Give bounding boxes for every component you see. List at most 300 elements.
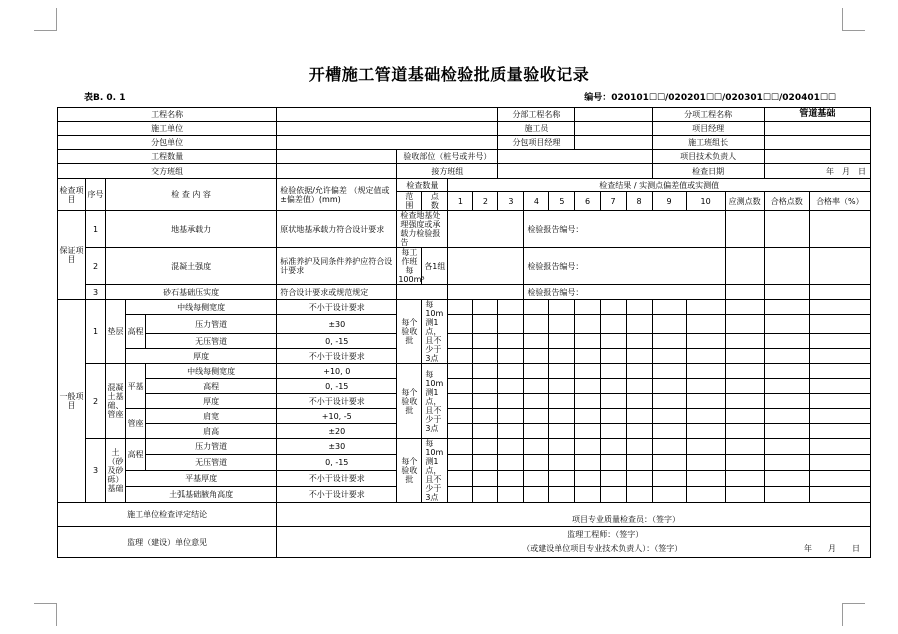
- col-basis: 检验依据/允许偏差 （规定值或±偏差值）(mm): [277, 179, 397, 211]
- result-cell[interactable]: [626, 424, 652, 439]
- sub-project-value[interactable]: [575, 108, 652, 122]
- result-cell[interactable]: [498, 471, 524, 487]
- result-cell[interactable]: [809, 315, 870, 334]
- result-cell[interactable]: [809, 211, 870, 248]
- result-cell[interactable]: [626, 364, 652, 379]
- result-cell[interactable]: [473, 487, 498, 503]
- result-cell[interactable]: [809, 424, 870, 439]
- g3-seq: 3: [86, 439, 106, 503]
- result-cell[interactable]: [764, 211, 809, 248]
- result-cell[interactable]: [809, 364, 870, 379]
- item-name-value: 管道基础: [764, 108, 870, 122]
- col-pass: 合格点数: [764, 192, 809, 211]
- result-cell[interactable]: [549, 424, 575, 439]
- result-cell[interactable]: [725, 439, 764, 455]
- result-cell[interactable]: [524, 409, 549, 424]
- result-cell[interactable]: [524, 379, 549, 394]
- result-cell[interactable]: [575, 487, 600, 503]
- result-cell[interactable]: [809, 471, 870, 487]
- result-cell[interactable]: [725, 248, 764, 285]
- result-cell[interactable]: [549, 379, 575, 394]
- g2-thick-val: 不小于设计要求: [277, 394, 397, 409]
- result-cell[interactable]: [725, 409, 764, 424]
- g3-arc: 土弧基础腋角高度: [126, 487, 277, 503]
- result-cell[interactable]: [652, 364, 686, 379]
- receiver-team-value[interactable]: [498, 164, 652, 179]
- result-cell[interactable]: [524, 364, 549, 379]
- tech-lead-label: 项目技术负责人: [652, 150, 764, 164]
- result-cell[interactable]: [600, 300, 626, 315]
- result-cell[interactable]: [498, 379, 524, 394]
- g2-elev: 高程: [146, 379, 277, 394]
- result-cell[interactable]: [764, 285, 809, 300]
- main-seq: 3: [86, 285, 106, 300]
- g2-thick: 厚度: [146, 394, 277, 409]
- result-cell[interactable]: [764, 349, 809, 364]
- result-cell[interactable]: [448, 315, 473, 334]
- result-cell[interactable]: [524, 394, 549, 409]
- project-name-label: 工程名称: [58, 108, 277, 122]
- main-content: 砂石基础压实度: [106, 285, 277, 300]
- result-cell[interactable]: [686, 315, 725, 334]
- result-cell[interactable]: [626, 379, 652, 394]
- result-cell[interactable]: [600, 364, 626, 379]
- result-cell[interactable]: [575, 315, 600, 334]
- g2-seat: 管座: [126, 409, 146, 439]
- main-seq: 2: [86, 248, 106, 285]
- result-cell[interactable]: [652, 379, 686, 394]
- col-seq: 序号: [86, 179, 106, 211]
- handover-team-value[interactable]: [277, 164, 397, 179]
- result-cell[interactable]: [473, 424, 498, 439]
- col-num-6: 6: [575, 192, 600, 211]
- general-items-label: 一般项目: [58, 300, 86, 503]
- g1-scope: 每个验收批: [397, 300, 422, 364]
- result-cell[interactable]: [473, 300, 498, 315]
- g1-elev: 高程: [126, 315, 146, 349]
- result-cell[interactable]: [809, 409, 870, 424]
- result-cell[interactable]: [473, 364, 498, 379]
- result-cell[interactable]: [397, 285, 448, 300]
- result-cell[interactable]: [600, 379, 626, 394]
- g2-scope: 每个验收批: [397, 364, 422, 439]
- g1-center: 中线每侧宽度: [126, 300, 277, 315]
- result-cell[interactable]: [549, 349, 575, 364]
- result-cell[interactable]: [600, 455, 626, 471]
- g2-shoulder-w-val: +10, -5: [277, 409, 397, 424]
- result-cell[interactable]: [524, 315, 549, 334]
- result-cell[interactable]: [809, 439, 870, 455]
- result-cell[interactable]: [473, 439, 498, 455]
- constructor-label: 施工单位: [58, 122, 277, 136]
- table-number: 表B. 0. 1: [84, 93, 126, 103]
- quantity-value[interactable]: [277, 150, 397, 164]
- g3-flat-thick: 平基厚度: [126, 471, 277, 487]
- result-cell[interactable]: [549, 300, 575, 315]
- result-cell[interactable]: [473, 471, 498, 487]
- result-cell[interactable]: [448, 394, 473, 409]
- col-results: 检查结果 / 实测点偏差值或实测值: [448, 179, 871, 192]
- main-basis: 标准养护及同条件养护应符合设计要求: [277, 248, 397, 285]
- col-num-7: 7: [600, 192, 626, 211]
- result-cell[interactable]: [764, 409, 809, 424]
- form-code: 编号：020101☐☐/020201☐☐/020301☐☐/020401☐☐: [584, 93, 836, 103]
- result-cell[interactable]: [498, 334, 524, 349]
- crop-mark-bottom-left: [34, 603, 57, 626]
- result-cell[interactable]: [575, 364, 600, 379]
- result-cell[interactable]: [686, 334, 725, 349]
- result-cell[interactable]: [448, 379, 473, 394]
- result-cell[interactable]: [549, 409, 575, 424]
- col-num-8: 8: [626, 192, 652, 211]
- result-cell[interactable]: [575, 394, 600, 409]
- result-cell[interactable]: [448, 455, 473, 471]
- result-cell[interactable]: [549, 439, 575, 455]
- col-scope: 范 围: [397, 192, 422, 211]
- col-num-9: 9: [652, 192, 686, 211]
- col-num-10: 10: [686, 192, 725, 211]
- result-cell[interactable]: [809, 394, 870, 409]
- result-cell[interactable]: [448, 334, 473, 349]
- team-leader-label: 施工班组长: [652, 136, 764, 150]
- result-cell[interactable]: [549, 471, 575, 487]
- g1-points: 每10m测1点，且不少于3点: [422, 300, 448, 364]
- result-cell[interactable]: [626, 394, 652, 409]
- main-items-label: 保证项目: [58, 211, 86, 300]
- col-num-1: 1: [448, 192, 473, 211]
- result-cell[interactable]: [652, 394, 686, 409]
- result-cell[interactable]: [764, 300, 809, 315]
- result-cell[interactable]: [725, 334, 764, 349]
- result-cell[interactable]: [600, 487, 626, 503]
- main-content: 地基承载力: [106, 211, 277, 248]
- g1-pressure: 压力管道: [146, 315, 277, 334]
- result-cell[interactable]: [524, 487, 549, 503]
- result-cell[interactable]: [626, 439, 652, 455]
- result-cell[interactable]: [725, 379, 764, 394]
- main-basis: 符合设计要求或规范规定: [277, 285, 397, 300]
- result-cell[interactable]: [652, 300, 686, 315]
- result-cell[interactable]: [764, 315, 809, 334]
- result-cell[interactable]: [524, 334, 549, 349]
- result-cell[interactable]: [725, 487, 764, 503]
- result-cell[interactable]: [652, 349, 686, 364]
- result-cell[interactable]: [809, 349, 870, 364]
- result-cell[interactable]: [686, 409, 725, 424]
- result-cell[interactable]: [652, 424, 686, 439]
- result-cell[interactable]: [600, 439, 626, 455]
- result-cell[interactable]: [626, 409, 652, 424]
- project-manager-value[interactable]: [764, 122, 870, 136]
- result-cell[interactable]: [448, 471, 473, 487]
- check-date-value: 年 月 日: [764, 164, 870, 179]
- owner-rep-sign: （或建设单位项目专业技术负责人）：（签字）: [522, 544, 683, 553]
- item-name-label: 分项工程名称: [652, 108, 764, 122]
- g2-elev-val: 0, -15: [277, 379, 397, 394]
- tech-lead-value[interactable]: [764, 150, 870, 164]
- builder-label: 施工员: [498, 122, 575, 136]
- g1-name: 垫层: [106, 300, 126, 364]
- main-points: 各1组: [422, 248, 448, 285]
- g1-center-val: 不小于设计要求: [277, 300, 397, 315]
- constructor-value[interactable]: [277, 122, 498, 136]
- crop-mark-top-left: [34, 8, 57, 31]
- result-cell[interactable]: [448, 285, 524, 300]
- acceptance-table: [57, 107, 871, 558]
- result-cell[interactable]: [448, 487, 473, 503]
- main-qty: 检查地基处理强度或承载力检验报告: [397, 211, 448, 248]
- result-cell[interactable]: [549, 487, 575, 503]
- result-cell[interactable]: [498, 439, 524, 455]
- result-cell[interactable]: [473, 349, 498, 364]
- result-cell[interactable]: [473, 394, 498, 409]
- result-cell[interactable]: [809, 248, 870, 285]
- result-cell[interactable]: [549, 315, 575, 334]
- result-cell[interactable]: [725, 424, 764, 439]
- result-cell[interactable]: [725, 455, 764, 471]
- result-cell[interactable]: [764, 487, 809, 503]
- result-cell[interactable]: [498, 394, 524, 409]
- result-cell[interactable]: [498, 455, 524, 471]
- main-content: 混凝土强度: [106, 248, 277, 285]
- result-cell[interactable]: [652, 409, 686, 424]
- result-cell[interactable]: [448, 409, 473, 424]
- result-cell[interactable]: [809, 487, 870, 503]
- result-cell[interactable]: [686, 364, 725, 379]
- result-cell[interactable]: [652, 439, 686, 455]
- result-cell[interactable]: [725, 349, 764, 364]
- g1-thick-val: 不小于设计要求: [277, 349, 397, 364]
- acceptance-part-label: 验收部位（桩号或井号）: [397, 150, 498, 164]
- result-cell[interactable]: [652, 334, 686, 349]
- result-cell[interactable]: [686, 487, 725, 503]
- result-cell[interactable]: [686, 455, 725, 471]
- main-scope: 每工作班每100m³: [398, 248, 425, 284]
- result-cell[interactable]: [764, 471, 809, 487]
- supervisor-opinion-label: 监理（建设）单位意见: [58, 527, 277, 558]
- handover-team-label: 交方班组: [58, 164, 277, 179]
- result-cell[interactable]: [725, 394, 764, 409]
- col-num-3: 3: [498, 192, 524, 211]
- result-cell[interactable]: [448, 364, 473, 379]
- result-cell[interactable]: [600, 471, 626, 487]
- g3-points: 每10m测1点，且不少于3点: [422, 439, 448, 503]
- sign-date: 年 月 日: [804, 544, 860, 553]
- acceptance-part-value[interactable]: [498, 150, 652, 164]
- result-cell[interactable]: [549, 364, 575, 379]
- result-cell[interactable]: [626, 471, 652, 487]
- g3-nonpressure-val: 0, -15: [277, 455, 397, 471]
- g2-points: 每10m测1点，且不少于3点: [422, 364, 448, 439]
- main-seq: 1: [86, 211, 106, 248]
- project-manager-label: 项目经理: [652, 122, 764, 136]
- result-cell[interactable]: [725, 285, 764, 300]
- result-cell[interactable]: [764, 248, 809, 285]
- g1-thick: 厚度: [126, 349, 277, 364]
- result-cell[interactable]: [626, 349, 652, 364]
- result-cell[interactable]: [498, 487, 524, 503]
- g1-seq: 1: [86, 300, 106, 364]
- g2-center-val: +10, 0: [277, 364, 397, 379]
- col-check-qty: 检查数量: [397, 179, 448, 192]
- constructor-conclusion-label: 施工单位检查评定结论: [58, 503, 277, 527]
- result-cell[interactable]: [725, 364, 764, 379]
- result-cell[interactable]: [725, 471, 764, 487]
- result-cell[interactable]: [764, 455, 809, 471]
- g2-shoulder-h: 肩高: [146, 424, 277, 439]
- col-rate: 合格率（%）: [809, 192, 870, 211]
- result-cell[interactable]: [686, 439, 725, 455]
- col-content: 检 查 内 容: [106, 179, 277, 211]
- sub-pm-value[interactable]: [575, 136, 652, 150]
- g1-nonpressure-val: 0, -15: [277, 334, 397, 349]
- result-cell[interactable]: [448, 211, 524, 248]
- result-cell[interactable]: [524, 439, 549, 455]
- result-cell[interactable]: [498, 424, 524, 439]
- qc-sign: 项目专业质量检查员：（签字）: [277, 503, 871, 527]
- result-cell[interactable]: [549, 455, 575, 471]
- subcontractor-value[interactable]: [277, 136, 498, 150]
- g3-scope: 每个验收批: [397, 439, 422, 503]
- result-cell[interactable]: [626, 315, 652, 334]
- result-cell[interactable]: [498, 349, 524, 364]
- col-item-cat: 检查项目: [58, 179, 86, 211]
- report-number: 检验报告编号：: [524, 285, 725, 300]
- result-cell[interactable]: [575, 471, 600, 487]
- result-cell[interactable]: [809, 379, 870, 394]
- g2-name: 混凝土基础、管座: [106, 364, 126, 439]
- g2-center: 中线每侧宽度: [146, 364, 277, 379]
- project-name-value[interactable]: [277, 108, 498, 122]
- result-cell[interactable]: [686, 349, 725, 364]
- supervisor-sign-block: [277, 527, 871, 558]
- result-cell[interactable]: [725, 211, 764, 248]
- result-cell[interactable]: [575, 379, 600, 394]
- result-cell[interactable]: [600, 349, 626, 364]
- result-cell[interactable]: [575, 300, 600, 315]
- g3-nonpressure: 无压管道: [146, 455, 277, 471]
- builder-value[interactable]: [575, 122, 652, 136]
- result-cell[interactable]: [600, 334, 626, 349]
- col-num-5: 5: [549, 192, 575, 211]
- result-cell[interactable]: [524, 349, 549, 364]
- result-cell[interactable]: [686, 471, 725, 487]
- col-should: 应测点数: [725, 192, 764, 211]
- result-cell[interactable]: [686, 394, 725, 409]
- g1-pressure-val: ±30: [277, 315, 397, 334]
- result-cell[interactable]: [809, 285, 870, 300]
- result-cell[interactable]: [473, 455, 498, 471]
- quantity-label: 工程数量: [58, 150, 277, 164]
- g3-flat-thick-val: 不小于设计要求: [277, 471, 397, 487]
- result-cell[interactable]: [652, 455, 686, 471]
- result-cell[interactable]: [473, 379, 498, 394]
- receiver-team-label: 接方班组: [397, 164, 498, 179]
- result-cell[interactable]: [498, 315, 524, 334]
- g2-seq: 2: [86, 364, 106, 439]
- sub-project-label: 分部工程名称: [498, 108, 575, 122]
- result-cell[interactable]: [626, 334, 652, 349]
- result-cell[interactable]: [600, 409, 626, 424]
- report-number: 检验报告编号：: [524, 248, 725, 285]
- result-cell[interactable]: [764, 439, 809, 455]
- result-cell[interactable]: [809, 300, 870, 315]
- result-cell[interactable]: [524, 455, 549, 471]
- result-cell[interactable]: [575, 349, 600, 364]
- result-cell[interactable]: [764, 364, 809, 379]
- engineer-sign: 监理工程师：（签字）: [567, 530, 644, 539]
- result-cell[interactable]: [524, 471, 549, 487]
- team-leader-value[interactable]: [764, 136, 870, 150]
- g3-elev: 高程: [126, 439, 146, 471]
- result-cell[interactable]: [498, 300, 524, 315]
- result-cell[interactable]: [498, 409, 524, 424]
- g3-name: 土（砂及砂砾）基础: [106, 439, 126, 503]
- g3-pressure: 压力管道: [146, 439, 277, 455]
- result-cell[interactable]: [575, 424, 600, 439]
- result-cell[interactable]: [764, 424, 809, 439]
- result-cell[interactable]: [626, 487, 652, 503]
- result-cell[interactable]: [448, 439, 473, 455]
- result-cell[interactable]: [626, 300, 652, 315]
- result-cell[interactable]: [626, 455, 652, 471]
- sub-pm-label: 分包项目经理: [498, 136, 575, 150]
- result-cell[interactable]: [448, 300, 473, 315]
- result-cell[interactable]: [448, 424, 473, 439]
- result-cell[interactable]: [764, 334, 809, 349]
- result-cell[interactable]: [686, 424, 725, 439]
- page-title: 开槽施工管道基础检验批质量验收记录: [308, 65, 590, 84]
- result-cell[interactable]: [575, 409, 600, 424]
- result-cell[interactable]: [809, 455, 870, 471]
- result-cell[interactable]: [448, 349, 473, 364]
- result-cell[interactable]: [764, 394, 809, 409]
- g3-pressure-val: ±30: [277, 439, 397, 455]
- result-cell[interactable]: [575, 439, 600, 455]
- subcontractor-label: 分包单位: [58, 136, 277, 150]
- result-cell[interactable]: [524, 300, 549, 315]
- result-cell[interactable]: [686, 379, 725, 394]
- result-cell[interactable]: [473, 409, 498, 424]
- col-num-4: 4: [524, 192, 549, 211]
- result-cell[interactable]: [575, 455, 600, 471]
- result-cell[interactable]: [600, 394, 626, 409]
- result-cell[interactable]: [600, 424, 626, 439]
- result-cell[interactable]: [809, 334, 870, 349]
- result-cell[interactable]: [448, 248, 524, 285]
- result-cell[interactable]: [473, 315, 498, 334]
- result-cell[interactable]: [575, 334, 600, 349]
- result-cell[interactable]: [725, 300, 764, 315]
- report-number: 检验报告编号：: [524, 211, 725, 248]
- result-cell[interactable]: [652, 315, 686, 334]
- g3-arc-val: 不小于设计要求: [277, 487, 397, 503]
- result-cell[interactable]: [524, 424, 549, 439]
- result-cell[interactable]: [652, 471, 686, 487]
- main-basis: 原状地基承载力符合设计要求: [277, 211, 397, 248]
- result-cell[interactable]: [686, 300, 725, 315]
- result-cell[interactable]: [652, 487, 686, 503]
- result-cell[interactable]: [473, 334, 498, 349]
- result-cell[interactable]: [549, 334, 575, 349]
- check-date-label: 检查日期: [652, 164, 764, 179]
- result-cell[interactable]: [549, 394, 575, 409]
- result-cell[interactable]: [498, 364, 524, 379]
- g1-nonpressure: 无压管道: [146, 334, 277, 349]
- result-cell[interactable]: [725, 315, 764, 334]
- result-cell[interactable]: [764, 379, 809, 394]
- result-cell[interactable]: [600, 315, 626, 334]
